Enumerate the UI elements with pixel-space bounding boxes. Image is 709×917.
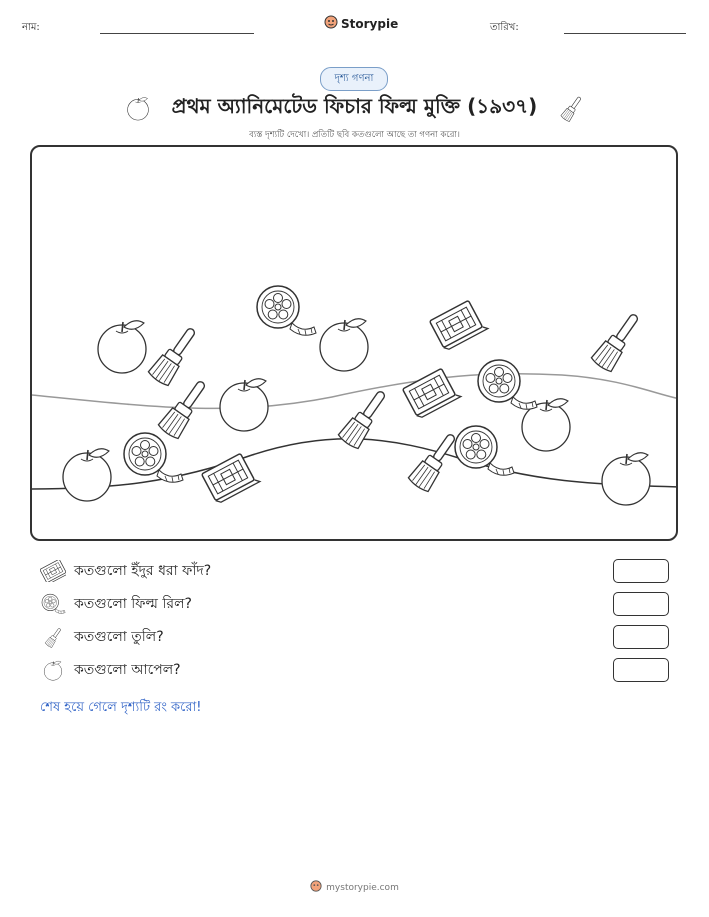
question-row	[40, 659, 181, 681]
apple-2	[320, 319, 368, 371]
paintbrush-5	[590, 309, 645, 374]
name-line[interactable]	[100, 33, 254, 34]
page-title-text: প্রথম অ্যানিমেটেড ফিচার ফিল্ম মুক্তি (১৯৩৭)	[171, 94, 538, 118]
date-line[interactable]	[564, 33, 686, 34]
answer-box[interactable]	[613, 559, 669, 583]
answer-box[interactable]	[613, 625, 669, 649]
paintbrush-icon	[40, 626, 66, 648]
question-text: কতগুলো ইঁদুর ধরা ফাঁদ?	[74, 563, 212, 579]
question-text: কতগুলো ফিল্ম রিল?	[74, 596, 192, 612]
apple-1	[98, 321, 146, 373]
question-text: কতগুলো আপেল?	[74, 662, 181, 678]
apple-3	[220, 379, 268, 431]
film-reel-3	[455, 426, 514, 475]
apple-6	[602, 453, 650, 505]
footer	[0, 880, 709, 895]
question-row	[40, 560, 211, 582]
paintbrush-4	[407, 429, 462, 494]
mousetrap-1	[430, 299, 488, 352]
answer-box[interactable]	[613, 592, 669, 616]
paintbrush-1	[147, 323, 202, 388]
brand-name: Storypie	[341, 16, 399, 31]
question-text: কতগুলো তুলি?	[74, 629, 164, 645]
apple-5	[63, 449, 111, 501]
instructions: ব্যস্ত দৃশ্যটি দেখো। প্রতিটি ছবি কতগুলো আছে তা গণনা করো।	[249, 130, 460, 140]
film-reel-2	[478, 360, 537, 409]
finish-note: শেষ হয়ে গেলে দৃশ্যটি রং করো!	[40, 700, 202, 715]
apple-icon	[125, 95, 151, 121]
page-title	[0, 92, 709, 125]
film-reel-1	[257, 286, 316, 335]
category-badge: দৃশ্য গণনা	[320, 67, 388, 91]
name-label: নাম:	[22, 22, 40, 33]
scene-illustration	[32, 147, 678, 541]
storypie-footer-icon	[310, 880, 322, 895]
apple-icon	[40, 659, 66, 681]
paintbrush-icon	[558, 93, 584, 123]
film-reel-4	[124, 433, 183, 482]
counting-scene	[30, 145, 678, 541]
footer-url[interactable]: mystorypie.com	[326, 882, 399, 893]
question-row	[40, 593, 192, 615]
mousetrap-icon	[40, 560, 66, 582]
brand-logo	[324, 15, 398, 32]
question-row	[40, 626, 164, 648]
date-label: তারিখ:	[490, 22, 519, 33]
answer-box[interactable]	[613, 658, 669, 682]
film-reel-icon	[40, 593, 66, 615]
mousetrap-2	[403, 367, 461, 420]
mousetrap-3	[202, 452, 260, 505]
storypie-logo-icon	[324, 15, 338, 32]
